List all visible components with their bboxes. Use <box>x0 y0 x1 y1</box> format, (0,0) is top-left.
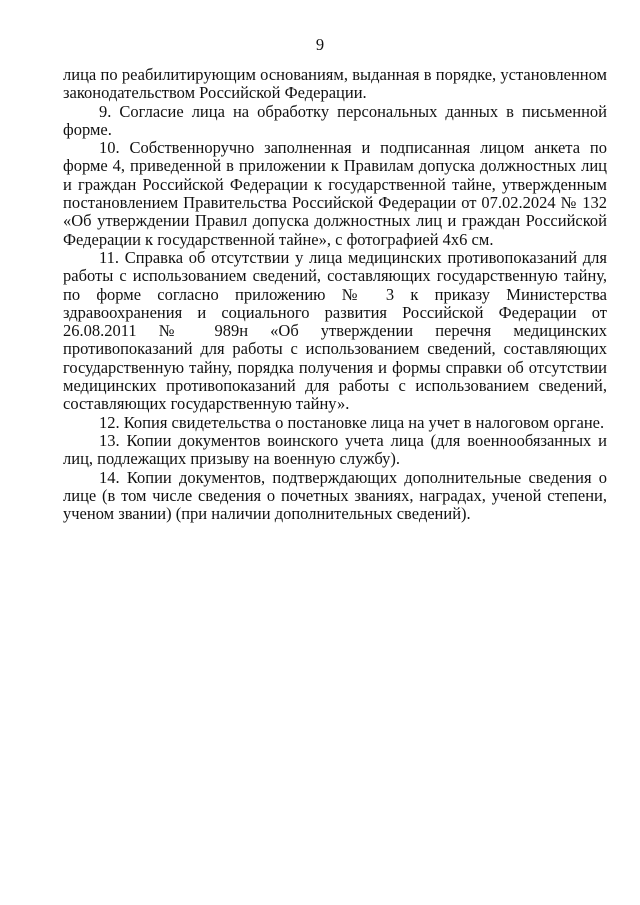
paragraph-continuation: лица по реабилитирующим основаниям, выданная в порядке, установленном законодательством Российской Федерации. <box>63 65 607 103</box>
paragraph-item-9: 9. Согласие лица на обработку персональных данных в письменной форме. <box>63 101 607 139</box>
document-body <box>63 66 607 523</box>
paragraph-item-12: 12. Копия свидетельства о постановке лица на учет в налоговом органе. <box>99 412 605 432</box>
paragraph-item-13: 13. Копии документов воинского учета лица (для военнообязанных и лиц, подлежащих призыву на военную службу). <box>63 430 607 469</box>
paragraph-item-14: 14. Копии документов, подтверждающих дополнительные сведения о лице (в том числе сведения о почетных званиях, наградах, ученой степени, ученом звании) (при наличии дополнительных сведений). <box>63 467 607 524</box>
page-number: 9 <box>315 35 325 54</box>
paragraph-item-11: 11. Справка об отсутствии у лица медицинских противопоказаний для работы с использованием сведений, составляющих государственную тайну, по форме согласно приложению № 3 к приказу Министерства здравоохранения и социального развития Российской Федерации от 26.08.2011 № 989н «Об утверждении перечня медицинских противопоказаний для работы с использованием сведений, составляющих государственную тайну, порядка получения и формы справки об отсутствии медицинских противопоказаний для работы с использованием сведений, составляющих государственную тайну». <box>63 247 607 414</box>
paragraph-item-10: 10. Собственноручно заполненная и подписанная лицом анкета по форме 4, приведенной в приложении к Правилам допуска должностных лиц и граждан Российской Федерации к государственной тайне, утвержденным постановлением Правительства Российской Федерации от 07.02.2024 № 132 «Об утверждении Правил допуска должностных лиц и граждан Российской Федерации к государственной тайне», с фотографией 4х6 см. <box>63 138 607 249</box>
